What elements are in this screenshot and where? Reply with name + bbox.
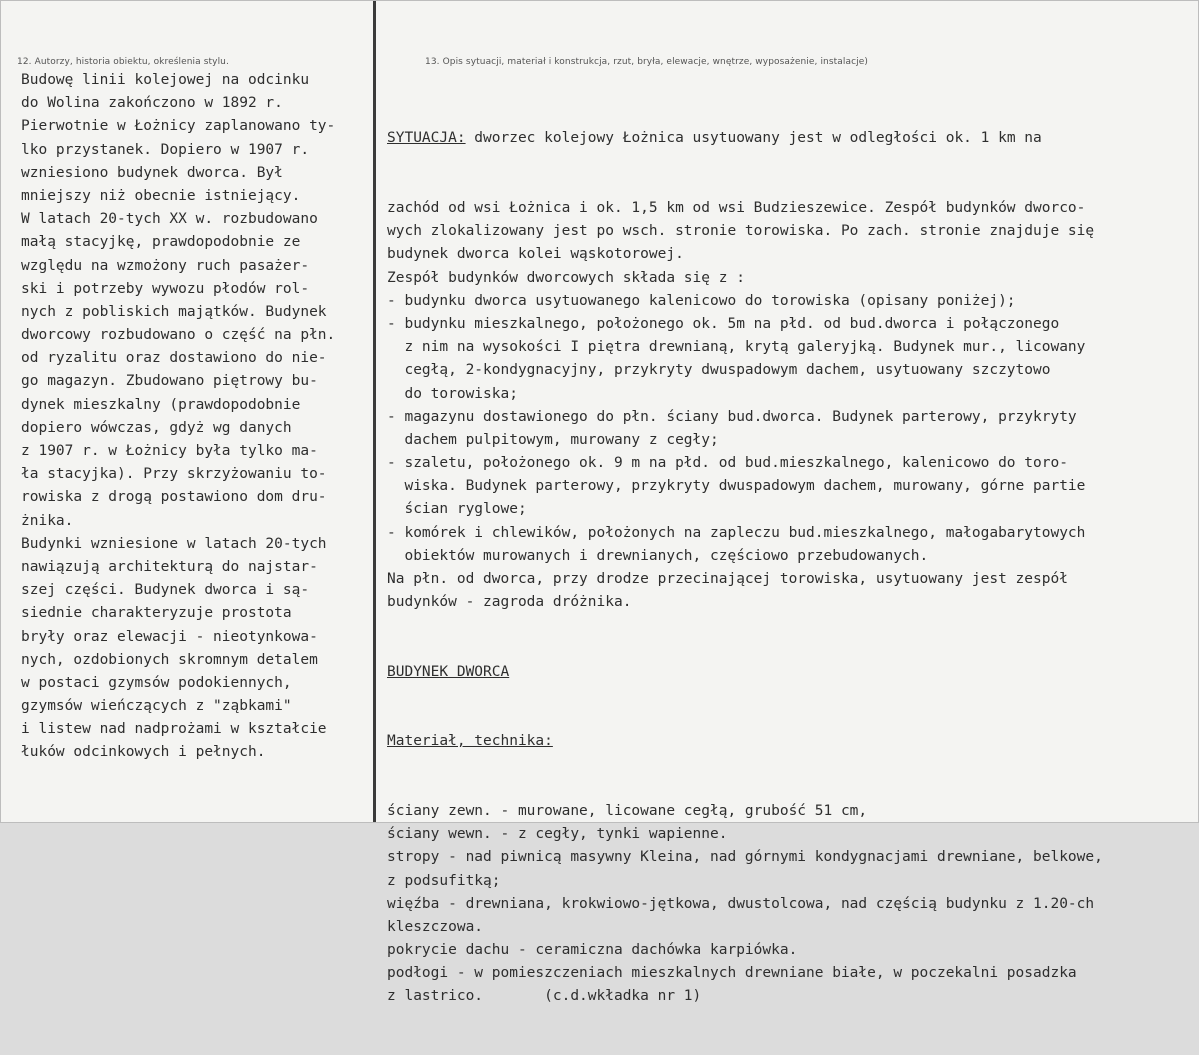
text-line: Na płn. od dworca, przy drodze przecinającej torowiska, usytuowany jest zespół [387, 571, 1068, 587]
text-line: z 1907 r. w Łożnicy była tylko ma- [21, 443, 318, 459]
text-line: do Wolina zakończono w 1892 r. [21, 95, 283, 112]
text-line: dopiero wówczas, gdyż wg danych [21, 419, 292, 436]
text-line: dachem pulpitowym, murowany z cegły; [387, 431, 719, 448]
text-line: z nim na wysokości I piętra drewnianą, krytą galeryjką. Budynek mur., licowany [387, 339, 1086, 356]
situation-label: SYTUACJA: [387, 130, 466, 147]
text-line: do torowiska; [387, 385, 518, 402]
text-line: nych z pobliskich majątków. Budynek [21, 303, 327, 320]
text-line: bryły oraz elewacji - nieotynkowa- [21, 628, 318, 645]
text-line: ski i potrzeby wywozu płodów rol- [21, 280, 310, 297]
text-line: budynków - zagroda dróżnika. [387, 594, 632, 611]
text-line: nych, ozdobionych skromnym detalem [21, 651, 318, 668]
text-line: siednie charakteryzuje prostota [21, 605, 292, 622]
text-line: z lastrico. (c.d.wkładka nr 1) [387, 988, 702, 1005]
text-line: łuków odcinkowych i pełnych. [21, 744, 266, 761]
text-line: ścian ryglowe; [387, 501, 527, 518]
text-line: wzniesiono budynek dworca. Był [21, 164, 283, 181]
column-divider [373, 1, 376, 822]
text-line: kleszczowa. [387, 918, 484, 935]
text-line: małą stacyjkę, prawdopodobnie ze [21, 234, 301, 251]
text-line: więźba - drewniana, krokwiowo-jętkowa, dwustolcowa, nad częścią budynku z 1.20-ch [387, 895, 1095, 912]
text-line: dworcowy rozbudowano o część na płn. [21, 327, 336, 344]
text-line: stropy - nad piwnicą masywny Kleina, nad górnymi kondygnacjami drewniane, belkowe, [387, 849, 1103, 866]
text-line: Zespół budynków dworcowych składa się z : [387, 269, 745, 286]
text-line: wiska. Budynek parterowy, przykryty dwuspadowym dachem, murowany, górne partie [387, 478, 1086, 495]
left-column-header: 12. Autorzy, historia obiektu, określenia stylu. [17, 57, 229, 67]
text-line: Budowę linii kolejowej na odcinku [21, 72, 310, 88]
section-title-line [387, 661, 1103, 684]
text-line: względu na wzmożony ruch pasażer- [21, 257, 310, 274]
text-line: ściany zewn. - murowane, licowane cegłą, grubość 51 cm, [387, 802, 868, 819]
text-line: ła stacyjka). Przy skrzyżowaniu to- [21, 466, 327, 483]
text-line: Budynki wzniesione w latach 20-tych [21, 535, 327, 552]
text-line: dynek mieszkalny (prawdopodobnie [21, 396, 301, 413]
text-line: budynek dworca kolei wąskotorowej. [387, 246, 684, 263]
situation-line-rest: dworzec kolejowy Łożnica usytuowany jest w odległości ok. 1 km na [465, 130, 1042, 147]
text-line: z podsufitką; [387, 872, 501, 889]
text-line: ściany wewn. - z cegły, tynki wapienne. [387, 826, 728, 843]
text-line: - komórek i chlewików, położonych na zapleczu bud.mieszkalnego, małogabarytowych [387, 524, 1086, 541]
text-line: - budynku dworca usytuowanego kalenicowo do torowiska (opisany poniżej); [387, 292, 1016, 309]
text-line: lko przystanek. Dopiero w 1907 r. [21, 141, 310, 158]
text-line: od ryzalitu oraz dostawiono do nie- [21, 350, 327, 367]
text-line: zachód od wsi Łożnica i ok. 1,5 km od wsi Budzieszewice. Zespół budynków dworco- [387, 200, 1086, 216]
text-line: nawiązują architekturą do najstar- [21, 558, 318, 575]
text-line: podłogi - w pomieszczeniach mieszkalnych drewniane białe, w poczekalni posadzka [387, 965, 1077, 982]
text-line: - budynku mieszkalnego, położonego ok. 5m na płd. od bud.dworca i połączonego [387, 315, 1060, 332]
situation-line [387, 127, 1103, 150]
text-line: rowiska z drogą postawiono dom dru- [21, 489, 327, 506]
material-lines [387, 800, 1103, 1009]
right-column [377, 1, 1198, 1005]
text-line: żnika. [21, 512, 74, 529]
text-line: gzymsów wieńczących z "ząbkami" [21, 698, 292, 715]
right-column-text [387, 81, 1103, 1055]
left-column-text [21, 69, 335, 765]
text-line: go magazyn. Zbudowano piętrowy bu- [21, 373, 318, 390]
subsection-title: Materiał, technika: [387, 733, 553, 750]
text-line: szej części. Budynek dworca i są- [21, 582, 310, 599]
text-line: obiektów murowanych i drewnianych, częściowo przebudowanych. [387, 547, 929, 564]
text-line: wych zlokalizowany jest po wsch. stronie torowiska. Po zach. stronie znajduje się [387, 223, 1095, 240]
left-column [1, 1, 373, 822]
text-line: Pierwotnie w Łożnicy zaplanowano ty- [21, 118, 336, 135]
text-line: - szaletu, położonego ok. 9 m na płd. od bud.mieszkalnego, kalenicowo do toro- [387, 455, 1068, 472]
situation-lines [387, 197, 1103, 614]
text-line: w postaci gzymsów podokiennych, [21, 674, 292, 691]
text-line: W latach 20-tych XX w. rozbudowano [21, 211, 318, 228]
section-title: BUDYNEK DWORCA [387, 663, 510, 680]
text-line: i listew nad nadprożami w kształcie [21, 721, 327, 738]
text-line: cegłą, 2-kondygnacyjny, przykryty dwuspadowym dachem, usytuowany szczytowo [387, 362, 1051, 379]
text-line: mniejszy niż obecnie istniejący. [21, 187, 301, 204]
text-line: - magazynu dostawionego do płn. ściany bud.dworca. Budynek parterowy, przykryty [387, 408, 1077, 425]
subsection-title-line [387, 730, 1103, 753]
right-column-header: 13. Opis sytuacji, materiał i konstrukcja, rzut, bryła, elewacje, wnętrze, wyposażenie, instalacje) [425, 57, 868, 67]
text-line: pokrycie dachu - ceramiczna dachówka karpiówka. [387, 942, 798, 959]
